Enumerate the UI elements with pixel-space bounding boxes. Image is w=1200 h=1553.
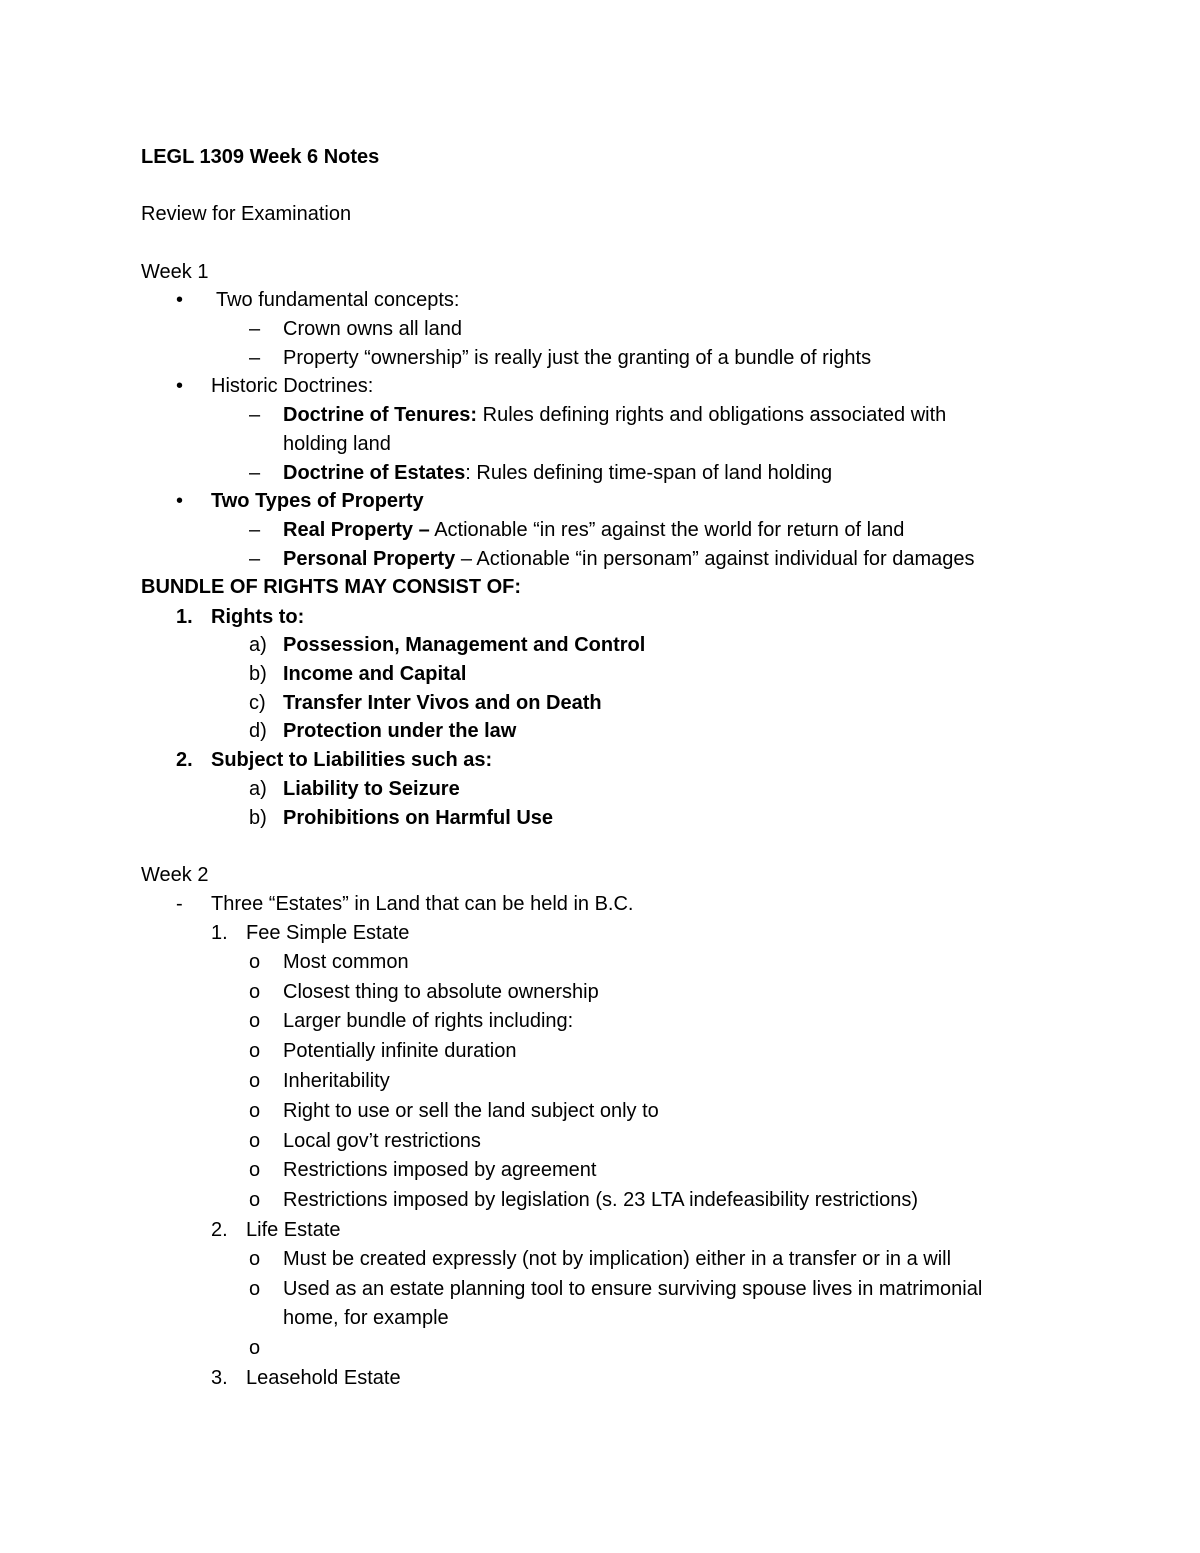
- circle-marker: o: [249, 1159, 261, 1181]
- bullet-icon: •: [176, 490, 184, 512]
- bullet-icon: •: [176, 375, 184, 397]
- circle-marker: o: [249, 1278, 261, 1300]
- dash-marker: -: [176, 893, 183, 915]
- list-item: Most common: [283, 951, 409, 973]
- letter-marker: a): [249, 778, 267, 800]
- bullet-icon: •: [176, 289, 184, 311]
- list-item: Restrictions imposed by agreement: [283, 1159, 597, 1181]
- list-item: Inheritability: [283, 1070, 390, 1092]
- term: Personal Property: [283, 548, 456, 570]
- list-item: [283, 400, 946, 430]
- week1-heading: Week 1: [141, 261, 209, 283]
- circle-marker: o: [249, 1010, 261, 1032]
- historic-doctrines-label: Historic Doctrines:: [211, 375, 374, 397]
- definition: Rules defining rights and obligations associated with: [477, 404, 947, 426]
- number-marker: 2.: [176, 749, 193, 771]
- list-item-continuation: home, for example: [283, 1307, 449, 1329]
- letter-marker: a): [249, 634, 267, 656]
- list-item: Liability to Seizure: [283, 778, 460, 800]
- list-item: Possession, Management and Control: [283, 634, 646, 656]
- list-item: Prohibitions on Harmful Use: [283, 807, 554, 829]
- list-item: Right to use or sell the land subject only to: [283, 1100, 659, 1122]
- number-marker: 3.: [211, 1367, 228, 1389]
- list-item-continuation: holding land: [283, 433, 391, 455]
- list-item: Income and Capital: [283, 663, 467, 685]
- estates-intro: Three “Estates” in Land that can be held in B.C.: [211, 893, 634, 915]
- list-item: Transfer Inter Vivos and on Death: [283, 692, 602, 714]
- circle-marker: o: [249, 1248, 261, 1270]
- number-marker: 2.: [211, 1219, 228, 1241]
- dash-marker: –: [249, 318, 261, 340]
- life-estate-label: Life Estate: [246, 1219, 341, 1241]
- leasehold-estate-label: Leasehold Estate: [246, 1367, 401, 1389]
- circle-marker: o: [249, 981, 261, 1003]
- letter-marker: c): [249, 692, 266, 714]
- circle-marker: o: [249, 1070, 261, 1092]
- dash-marker: –: [249, 548, 261, 570]
- definition: : Rules defining time-span of land holding: [465, 462, 833, 484]
- circle-marker: o: [249, 1100, 261, 1122]
- document-title: LEGL 1309 Week 6 Notes: [141, 146, 380, 168]
- list-item: Closest thing to absolute ownership: [283, 981, 599, 1003]
- letter-marker: b): [249, 807, 267, 829]
- list-item: Larger bundle of rights including:: [283, 1010, 574, 1032]
- circle-marker: o: [249, 1130, 261, 1152]
- list-item: Protection under the law: [283, 720, 517, 742]
- rights-label: Rights to:: [211, 606, 305, 628]
- term: Doctrine of Estates: [283, 462, 466, 484]
- dash-marker: –: [249, 519, 261, 541]
- circle-marker: o: [249, 1040, 261, 1062]
- circle-marker: o: [249, 951, 261, 973]
- circle-marker: o: [249, 1337, 261, 1359]
- fee-simple-label: Fee Simple Estate: [246, 922, 410, 944]
- dash-marker: –: [249, 404, 261, 426]
- property-types-label: Two Types of Property: [211, 490, 424, 512]
- definition: – Actionable “in personam” against individual for damages: [455, 548, 975, 570]
- term: Real Property –: [283, 519, 430, 541]
- dash-marker: –: [249, 347, 261, 369]
- letter-marker: d): [249, 720, 267, 742]
- term: Doctrine of Tenures:: [283, 404, 478, 426]
- list-item: Must be created expressly (not by implication) either in a transfer or in a will: [283, 1248, 952, 1270]
- fundamental-concepts-label: Two fundamental concepts:: [216, 289, 460, 311]
- document-subtitle: Review for Examination: [141, 203, 352, 225]
- list-item: [283, 515, 904, 545]
- list-item: [283, 544, 975, 574]
- number-marker: 1.: [176, 606, 193, 628]
- bundle-heading: BUNDLE OF RIGHTS MAY CONSIST OF:: [141, 576, 522, 598]
- liabilities-label: Subject to Liabilities such as:: [211, 749, 493, 771]
- list-item: Local gov’t restrictions: [283, 1130, 481, 1152]
- list-item: Restrictions imposed by legislation (s. 23 LTA indefeasibility restrictions): [283, 1189, 919, 1211]
- letter-marker: b): [249, 663, 267, 685]
- week2-heading: Week 2: [141, 864, 209, 886]
- number-marker: 1.: [211, 922, 228, 944]
- list-item: Crown owns all land: [283, 318, 462, 340]
- circle-marker: o: [249, 1189, 261, 1211]
- list-item: Potentially infinite duration: [283, 1040, 517, 1062]
- list-item: [283, 458, 832, 488]
- list-item: Used as an estate planning tool to ensure surviving spouse lives in matrimonial: [283, 1278, 983, 1300]
- definition: Actionable “in res” against the world for return of land: [429, 519, 905, 541]
- dash-marker: –: [249, 462, 261, 484]
- list-item: Property “ownership” is really just the granting of a bundle of rights: [283, 347, 872, 369]
